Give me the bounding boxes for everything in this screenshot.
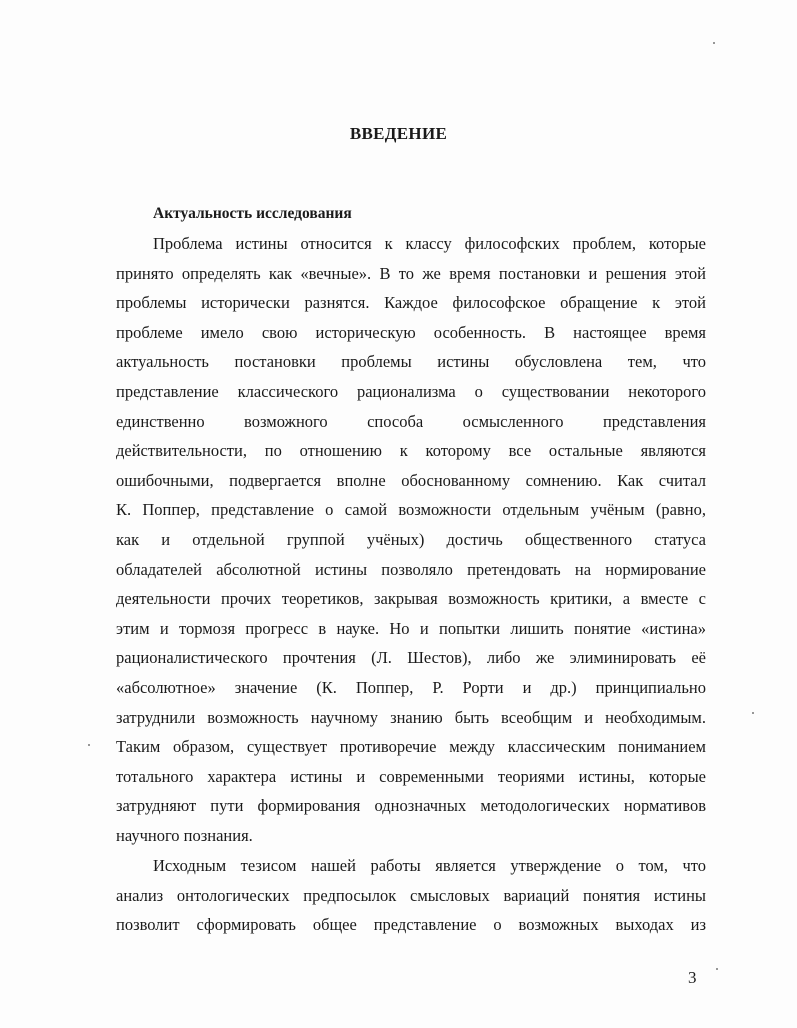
text-line: этим и тормозя прогресс в науке. Но и попытки лишить понятие «истина»: [116, 618, 706, 638]
text-line: научного познания.: [116, 825, 253, 845]
text-line: актуальность постановки проблемы истины обусловлена тем, что: [116, 352, 706, 372]
text-line: единственно возможного способа осмысленного представления: [116, 411, 706, 431]
text-line: рационалистического прочтения (Л. Шестов), либо же элиминировать её: [116, 648, 706, 668]
text-line: анализ онтологических предпосылок смысловых вариаций понятия истины: [116, 885, 706, 905]
scan-speck: [752, 712, 754, 714]
text-line: позволит сформировать общее представление о возможных выходах из: [116, 915, 706, 935]
text-line: действительности, по отношению к которому все остальные являются: [116, 441, 706, 461]
text-line: проблеме имело свою историческую особенность. В настоящее время: [116, 322, 706, 342]
paragraph-1: [116, 229, 706, 850]
text-line: Проблема истины относится к классу философских проблем, которые: [153, 234, 706, 253]
page-title: ВВЕДЕНИЕ: [349, 124, 448, 143]
text-line: как и отдельной группой учёных) достичь общественного статуса: [116, 529, 706, 549]
text-line: «абсолютное» значение (К. Поппер, Р. Рорти и др.) принципиально: [116, 677, 706, 697]
text-line: Исходным тезисом нашей работы является утверждение о том, что: [153, 856, 706, 875]
text-line: деятельности прочих теоретиков, закрывая возможность критики, а вместе с: [116, 589, 706, 609]
text-line: ошибочными, подвергается вполне обоснованному сомнению. Как считал: [116, 470, 706, 490]
paragraph-2: [116, 851, 706, 940]
page-number: 3: [688, 968, 697, 987]
text-line: представление классического рационализма о существовании некоторого: [116, 381, 706, 401]
scan-speck: [716, 968, 718, 970]
text-line: проблемы исторически разнятся. Каждое философское обращение к этой: [116, 293, 706, 313]
text-line: затруднили возможность научному знанию быть всеобщим и необходимым.: [116, 707, 706, 727]
text-line: обладателей абсолютной истины позволяло претендовать на нормирование: [116, 559, 706, 579]
text-line: Таким образом, существует противоречие между классическим пониманием: [116, 737, 706, 757]
text-line: затрудняют пути формирования однозначных методологических нормативов: [116, 796, 706, 816]
section-heading: Актуальность исследования: [153, 205, 352, 222]
text-line: принято определять как «вечные». В то же время постановки и решения этой: [116, 263, 706, 283]
scan-speck: [713, 42, 715, 44]
text-line: К. Поппер, представление о самой возможности отдельным учёным (равно,: [116, 500, 706, 520]
scan-speck: [88, 744, 90, 746]
text-line: тотального характера истины и современными теориями истины, которые: [116, 766, 706, 786]
